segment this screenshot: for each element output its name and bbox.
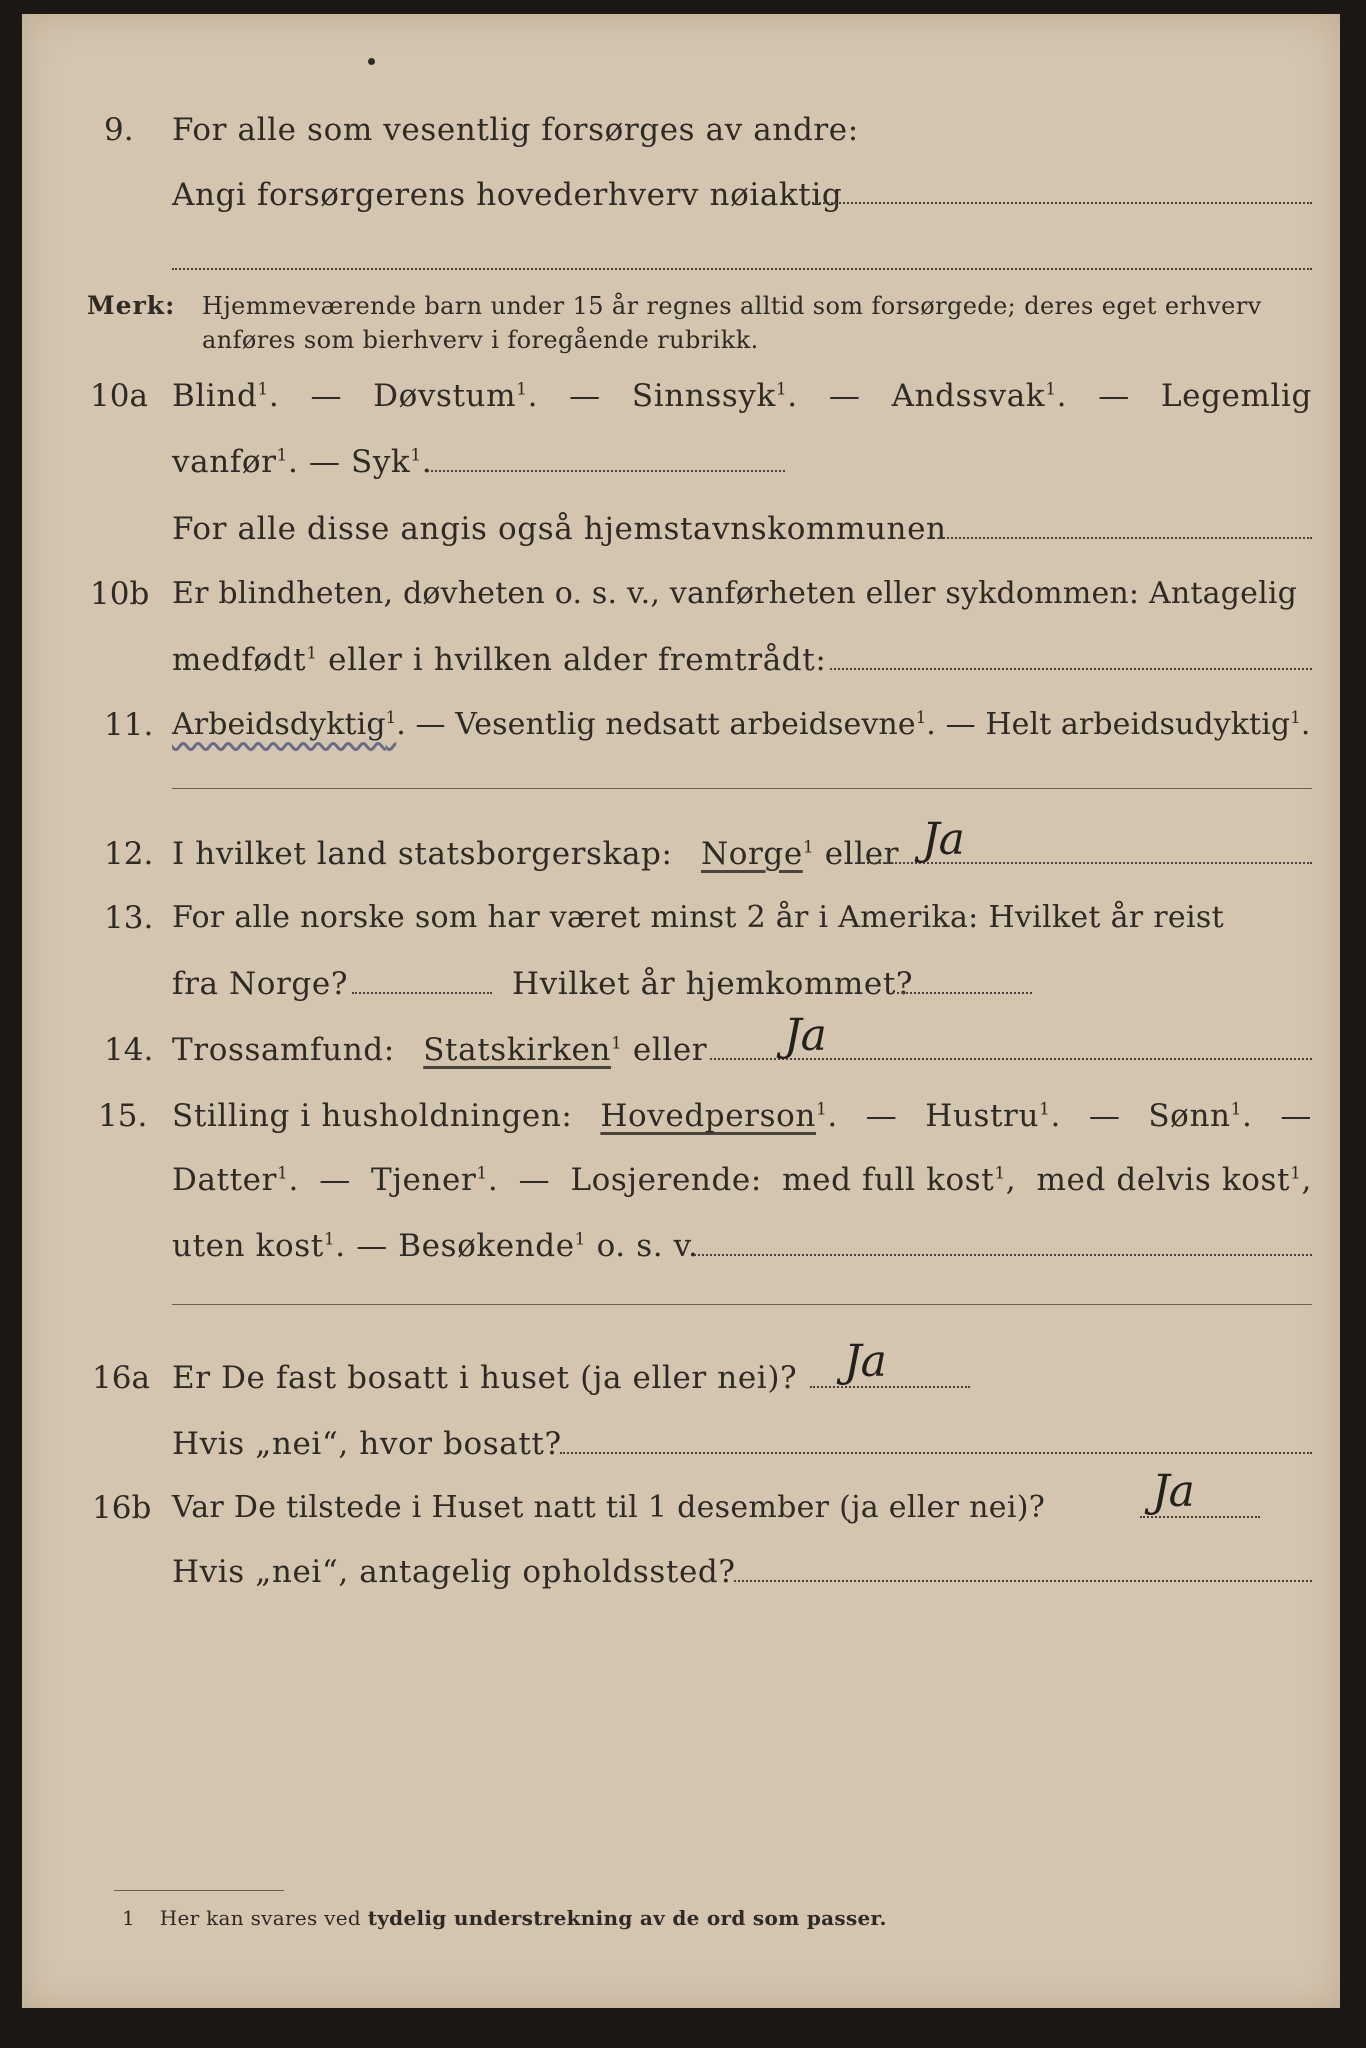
q10a-option-blind[interactable]: Blind$^1$. (172, 378, 280, 414)
q16b-handwritten-answer: Ja (1152, 1466, 1194, 1517)
q15-separator (172, 1304, 1312, 1305)
q16a-line2: Hvis „nei“, hvor bosatt? (172, 1426, 562, 1462)
q14-option-statskirken[interactable]: Statskirken (423, 1032, 611, 1068)
q12-handwritten-answer: Ja (922, 814, 964, 865)
q14-number: 14. (104, 1032, 154, 1068)
q16b-number: 16b (92, 1490, 152, 1526)
q10a-answer-line[interactable] (427, 470, 785, 472)
q13-line2a: fra Norge? (172, 966, 349, 1002)
q11-separator (172, 788, 1312, 789)
q13-reist-line[interactable] (352, 992, 492, 994)
q10a-line3: For alle disse angis også hjemstavnskommunen (172, 511, 947, 547)
footnote-rule (114, 1890, 284, 1891)
q9-answer-line[interactable] (812, 202, 1312, 204)
q11-option-nedsatt[interactable]: Vesentlig nedsatt arbeidsevne$^1$. (455, 707, 936, 742)
q14-line: Trossamfund: Statskirken$^1$ eller (172, 1032, 708, 1068)
q11-option-udyktig[interactable]: Helt arbeidsudyktig$^1$. (985, 707, 1311, 742)
q10a-option-andssvak[interactable]: Andssvak$^1$. (891, 378, 1068, 414)
q15-option-full-kost[interactable]: med full kost$^1$, (782, 1162, 1017, 1198)
q16b-line2: Hvis „nei“, antagelig opholdssted? (172, 1554, 736, 1590)
q15-option-tjener[interactable]: Tjener$^1$. (371, 1162, 499, 1198)
q15-option-hovedperson[interactable]: Hovedperson$^1$. (600, 1098, 838, 1134)
q13-line1: For alle norske som har været minst 2 år i Amerika: Hvilket år reist (172, 900, 1224, 935)
q16a-answer-line[interactable] (810, 1386, 970, 1388)
q10b-line1: Er blindheten, døvheten o. s. v., vanførheten eller sykdommen: Antagelig (172, 576, 1298, 611)
q10a-option-sinnssyk[interactable]: Sinnssyk$^1$. (631, 378, 798, 414)
q13-line2b: Hvilket år hjemkommet? (512, 966, 914, 1002)
q9-answer-line-2[interactable] (172, 268, 1312, 270)
q16b-opholdssted-line[interactable] (734, 1580, 1312, 1582)
q15-option-delvis-kost[interactable]: med delvis kost$^1$, (1036, 1162, 1312, 1198)
q15-option-besokende[interactable]: Besøkende$^1$ (398, 1228, 587, 1264)
q9-line2: Angi forsørgerens hovederhverv nøiaktig (172, 177, 843, 213)
q15-line1: Stilling i husholdningen: Hovedperson$^1$. — Hustru$^1$. — Sønn$^1$. — (172, 1098, 1312, 1134)
q15-number: 15. (98, 1098, 148, 1134)
q15-line3: uten kost$^1$. — Besøkende$^1$ o. s. v. (172, 1228, 699, 1264)
q10b-answer-line[interactable] (830, 668, 1312, 670)
q10a-option-dovstum[interactable]: Døvstum$^1$. (373, 378, 539, 414)
q10b-option-medfodt[interactable]: medfødt$^1$ (172, 642, 318, 678)
q15-answer-line[interactable] (694, 1254, 1312, 1256)
q15-option-hustru[interactable]: Hustru$^1$. (925, 1098, 1061, 1134)
q10a-number: 10a (90, 378, 148, 414)
merk-line1: Hjemmeværende barn under 15 år regnes alltid som forsørgede; deres eget erhverv (202, 292, 1262, 320)
q14-handwritten-answer: Ja (784, 1010, 826, 1061)
footnote-text: 1 Her kan svares ved tydelig understrekning av de ord som passer. (122, 1906, 887, 1930)
q12-number: 12. (104, 836, 154, 872)
q13-number: 13. (104, 900, 154, 936)
q15-option-uten-kost[interactable]: uten kost$^1$. (172, 1228, 346, 1264)
q11-option-arbeidsdyktig[interactable]: Arbeidsdyktig$^1$ (172, 707, 397, 742)
merk-label: Merk: (87, 291, 176, 320)
census-form-page (22, 14, 1340, 2008)
page-mark (368, 58, 375, 65)
q16a-line1: Er De fast bosatt i huset (ja eller nei)? (172, 1360, 798, 1396)
q10a-line1: Blind$^1$. — Døvstum$^1$. — Sinnssyk$^1$. — Andssvak$^1$. — Legemlig (172, 378, 1312, 414)
q10a-option-syk[interactable]: Syk$^1$. (350, 444, 433, 480)
q10b-line2: medfødt$^1$ eller i hvilken alder fremtrådt: (172, 642, 827, 678)
q16a-bosatt-line[interactable] (560, 1452, 1312, 1454)
q10b-number: 10b (90, 576, 150, 612)
q16a-handwritten-answer: Ja (844, 1336, 886, 1387)
q12-option-norge[interactable]: Norge (701, 836, 803, 872)
merk-line2: anføres som bierhverv i foregående rubrikk. (202, 326, 759, 354)
q10a-line2: vanfør$^1$. — Syk$^1$. (172, 444, 433, 480)
q9-number: 9. (104, 112, 134, 148)
q10a-option-vanfor[interactable]: vanfør$^1$. (172, 444, 299, 480)
q12-line: I hvilket land statsborgerskap: Norge$^1$ eller (172, 836, 900, 872)
q15-option-datter[interactable]: Datter$^1$. (172, 1162, 299, 1198)
q15-option-sonn[interactable]: Sønn$^1$. (1148, 1098, 1253, 1134)
q9-line1: For alle som vesentlig forsørges av andre: (172, 112, 859, 148)
q10a-hjemstavn-line[interactable] (940, 537, 1312, 539)
q16a-number: 16a (92, 1360, 150, 1396)
q16b-line1: Var De tilstede i Huset natt til 1 desember (ja eller nei)? (172, 1490, 1046, 1525)
q10a-option-legemlig[interactable]: Legemlig (1160, 378, 1312, 414)
q11-number: 11. (104, 707, 154, 743)
q11-line: Arbeidsdyktig$^1$. — Vesentlig nedsatt arbeidsevne$^1$. — Helt arbeidsudyktig$^1$. (172, 707, 1311, 742)
q13-hjemkommet-line[interactable] (897, 992, 1032, 994)
q15-line2: Datter$^1$. — Tjener$^1$. — Losjerende: med full kost$^1$, med delvis kost$^1$, (172, 1162, 1312, 1198)
